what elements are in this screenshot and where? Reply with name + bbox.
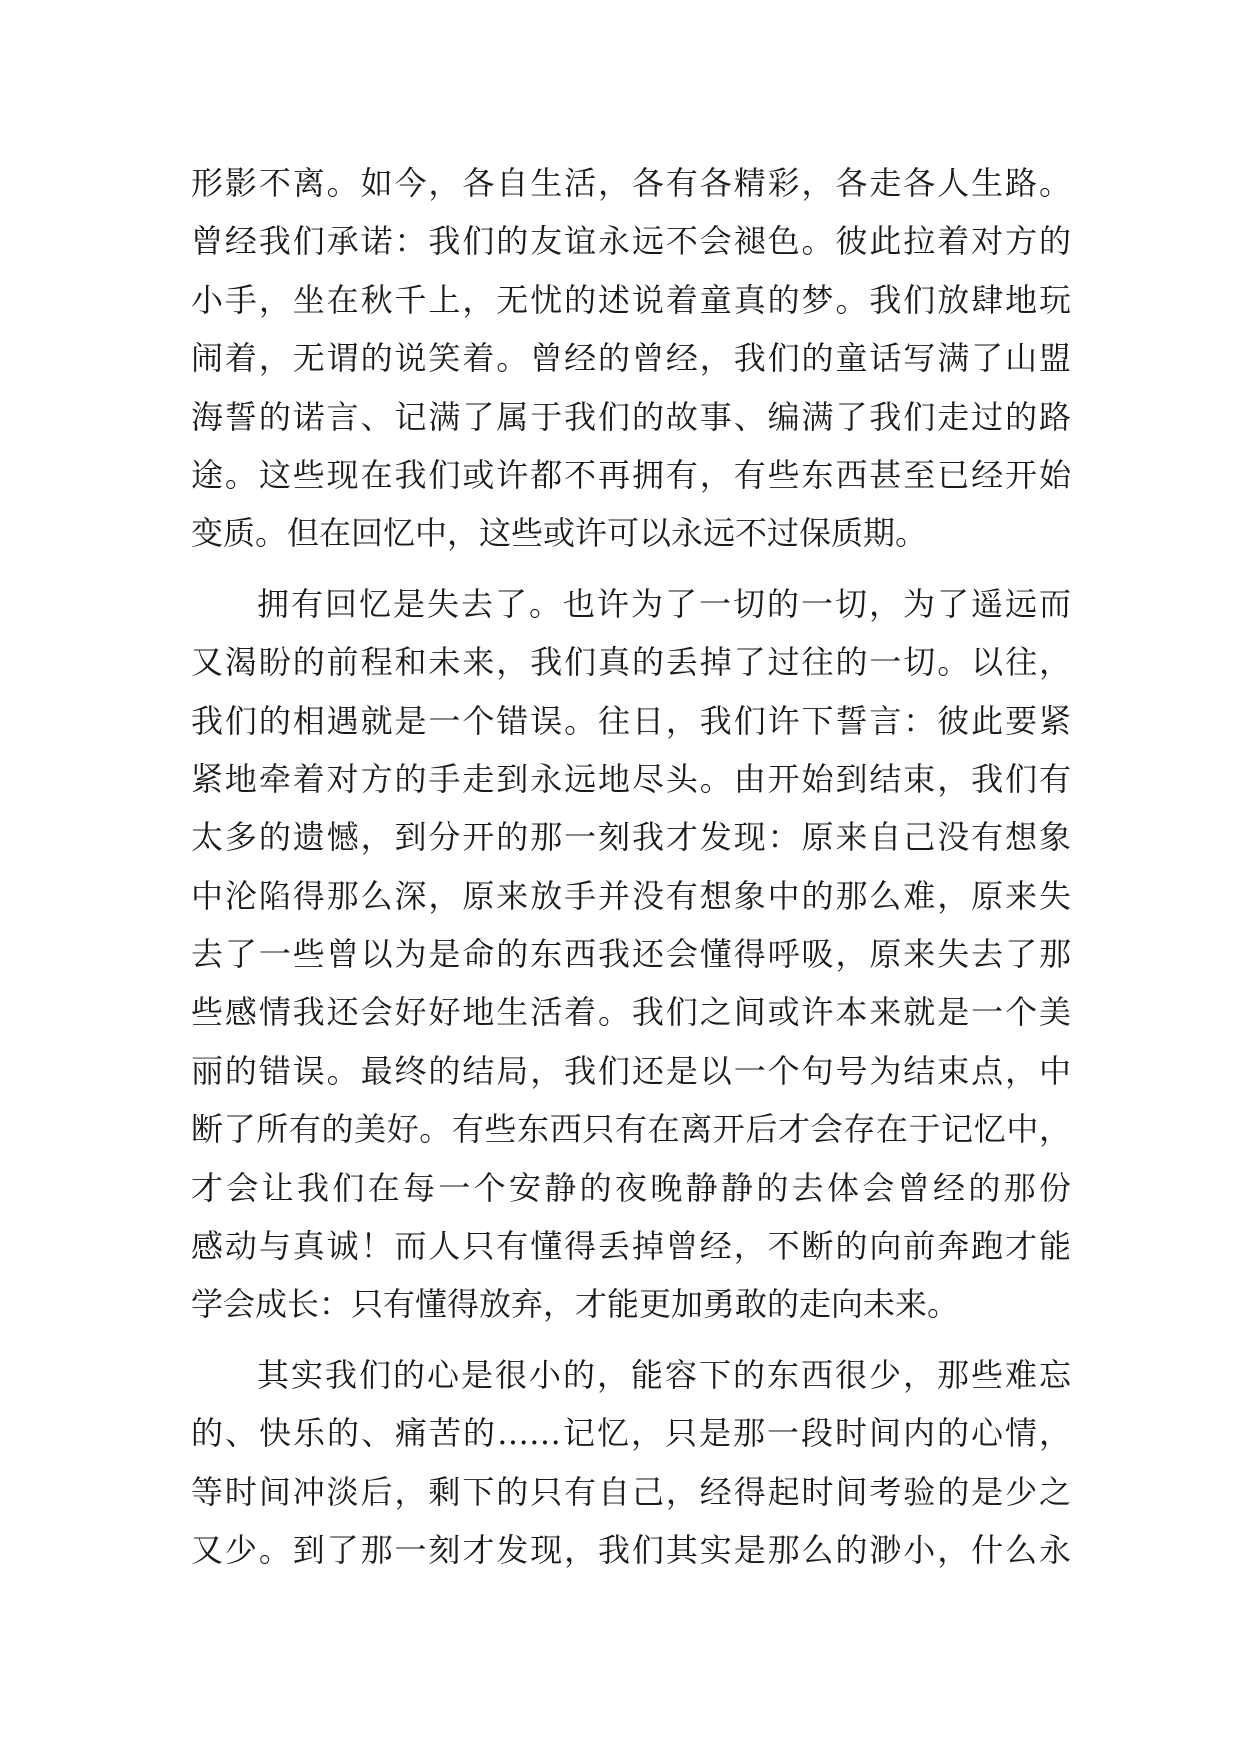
text-line: 丽的错误。最终的结局，我们还是以一个句号为结束点，中 (191, 1051, 1071, 1090)
text-line: 太多的遗憾，到分开的那一刻我才发现：原来自己没有想象 (191, 818, 1071, 857)
text-line: 才会让我们在每一个安静的夜晚静静的去体会曾经的那份 (191, 1168, 1071, 1207)
text-line: 感动与真诚！而人只有懂得丢掉曾经，不断的向前奔跑才能 (191, 1227, 1071, 1266)
text-line: 又少。到了那一刻才发现，我们其实是那么的渺小，什么永 (191, 1530, 1071, 1569)
text-line: 我们的相遇就是一个错误。往日，我们许下誓言：彼此要紧 (191, 701, 1071, 740)
text-line: 变质。但在回忆中，这些或许可以永远不过保质期。 (191, 514, 928, 553)
text-line: 途。这些现在我们或许都不再拥有，有些东西甚至已经开始 (191, 455, 1071, 494)
text-line: 学会成长：只有懂得放弃，才能更加勇敢的走向未来。 (191, 1285, 960, 1324)
text-line: 小手，坐在秋千上，无忧的述说着童真的梦。我们放肆地玩 (191, 280, 1071, 319)
text-line: 紧地牵着对方的手走到永远地尽头。由开始到结束，我们有 (191, 759, 1071, 798)
text-line: 闹着，无谓的说笑着。曾经的曾经，我们的童话写满了山盟 (191, 339, 1071, 378)
text-line: 中沦陷得那么深，原来放手并没有想象中的那么难，原来失 (191, 876, 1071, 915)
text-line: 断了所有的美好。有些东西只有在离开后才会存在于记忆中， (191, 1110, 1071, 1149)
text-line: 又渴盼的前程和未来，我们真的丢掉了过往的一切。以往， (191, 643, 1071, 682)
text-line: 等时间冲淡后，剩下的只有自己，经得起时间考验的是少之 (191, 1472, 1071, 1511)
text-line: 曾经我们承诺：我们的友谊永远不会褪色。彼此拉着对方的 (191, 222, 1071, 261)
text-line: 去了一些曾以为是命的东西我还会懂得呼吸，原来失去了那 (191, 935, 1071, 974)
paragraph-gap (191, 1334, 1071, 1346)
text-line: 形影不离。如今，各自生活，各有各精彩，各走各人生路。 (191, 164, 1071, 202)
text-line: 拥有回忆是失去了。也许为了一切的一切，为了遥远而 (257, 584, 1071, 623)
text-line: 海誓的诺言、记满了属于我们的故事、编满了我们走过的路 (191, 397, 1071, 436)
paragraph-gap (191, 563, 1071, 575)
text-line: 的、快乐的、痛苦的……记忆，只是那一段时间内的心情， (191, 1414, 1071, 1453)
document-body (191, 154, 1071, 1579)
text-line: 其实我们的心是很小的，能容下的东西很少，那些难忘 (257, 1355, 1071, 1394)
text-line: 些感情我还会好好地生活着。我们之间或许本来就是一个美 (191, 993, 1071, 1032)
